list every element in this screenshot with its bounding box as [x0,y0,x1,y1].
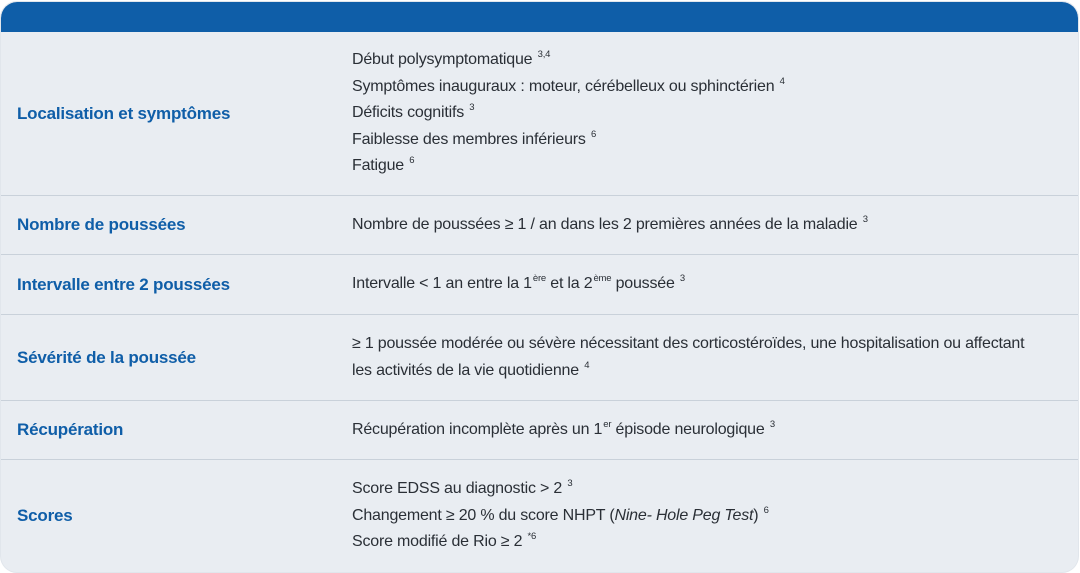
row-content [336,476,1078,556]
table-row-recuperation [1,401,1078,460]
table-row-intervalle [1,255,1078,315]
table-row-nombre-poussees [1,196,1078,255]
row-label: Localisation et symptômes [17,103,231,123]
row-content [336,47,1078,180]
list-item: Déficits cognitifs $^3$ [352,102,475,122]
list-item: Score EDSS au diagnostic > 2 $^3$ [352,478,573,498]
row-label: Récupération [17,420,124,439]
row-content [336,331,1078,384]
row-content [336,271,1078,298]
list-item: Nombre de poussées ≥ 1 / an dans les 2 premières années de la maladie $^3$ [352,213,868,233]
list-item: Faiblesse des membres inférieurs $^6$ [352,128,597,148]
list-item: Récupération incomplète après un 1er épisode neurologique $^3$ [352,418,775,438]
criteria-table [1,32,1078,572]
table-row-localisation [1,32,1078,196]
row-label: Scores [17,506,73,525]
criteria-table-card [1,2,1078,572]
list-item: Symptômes inauguraux : moteur, cérébelleux ou sphinctérien $^4$ [352,75,785,95]
table-row-severite [1,315,1078,401]
row-label: Intervalle entre 2 poussées [17,274,230,294]
list-item: Début polysymptomatique $^{3,4}$ [352,49,551,69]
list-item: Intervalle < 1 an entre la 1ère et la 2ème poussée $^3$ [352,273,686,293]
list-item: Fatigue $^6$ [352,155,415,175]
list-item: ≥ 1 poussée modérée ou sévère nécessitant des corticostéroïdes, une hospitalisation ou affectant les activités de la vie quotidienne $^4$ [352,335,1025,379]
table-header-bar [1,2,1078,32]
row-label: Nombre de poussées [17,215,186,234]
row-content [336,212,1078,239]
table-row-scores [1,460,1078,572]
row-content [336,417,1078,444]
list-item: Score modifié de Rio ≥ 2 $^{*6}$ [352,531,537,551]
list-item: Changement ≥ 20 % du score NHPT (Nine- Hole Peg Test) $^6$ [352,504,769,524]
row-label: Sévérité de la poussée [17,347,196,367]
